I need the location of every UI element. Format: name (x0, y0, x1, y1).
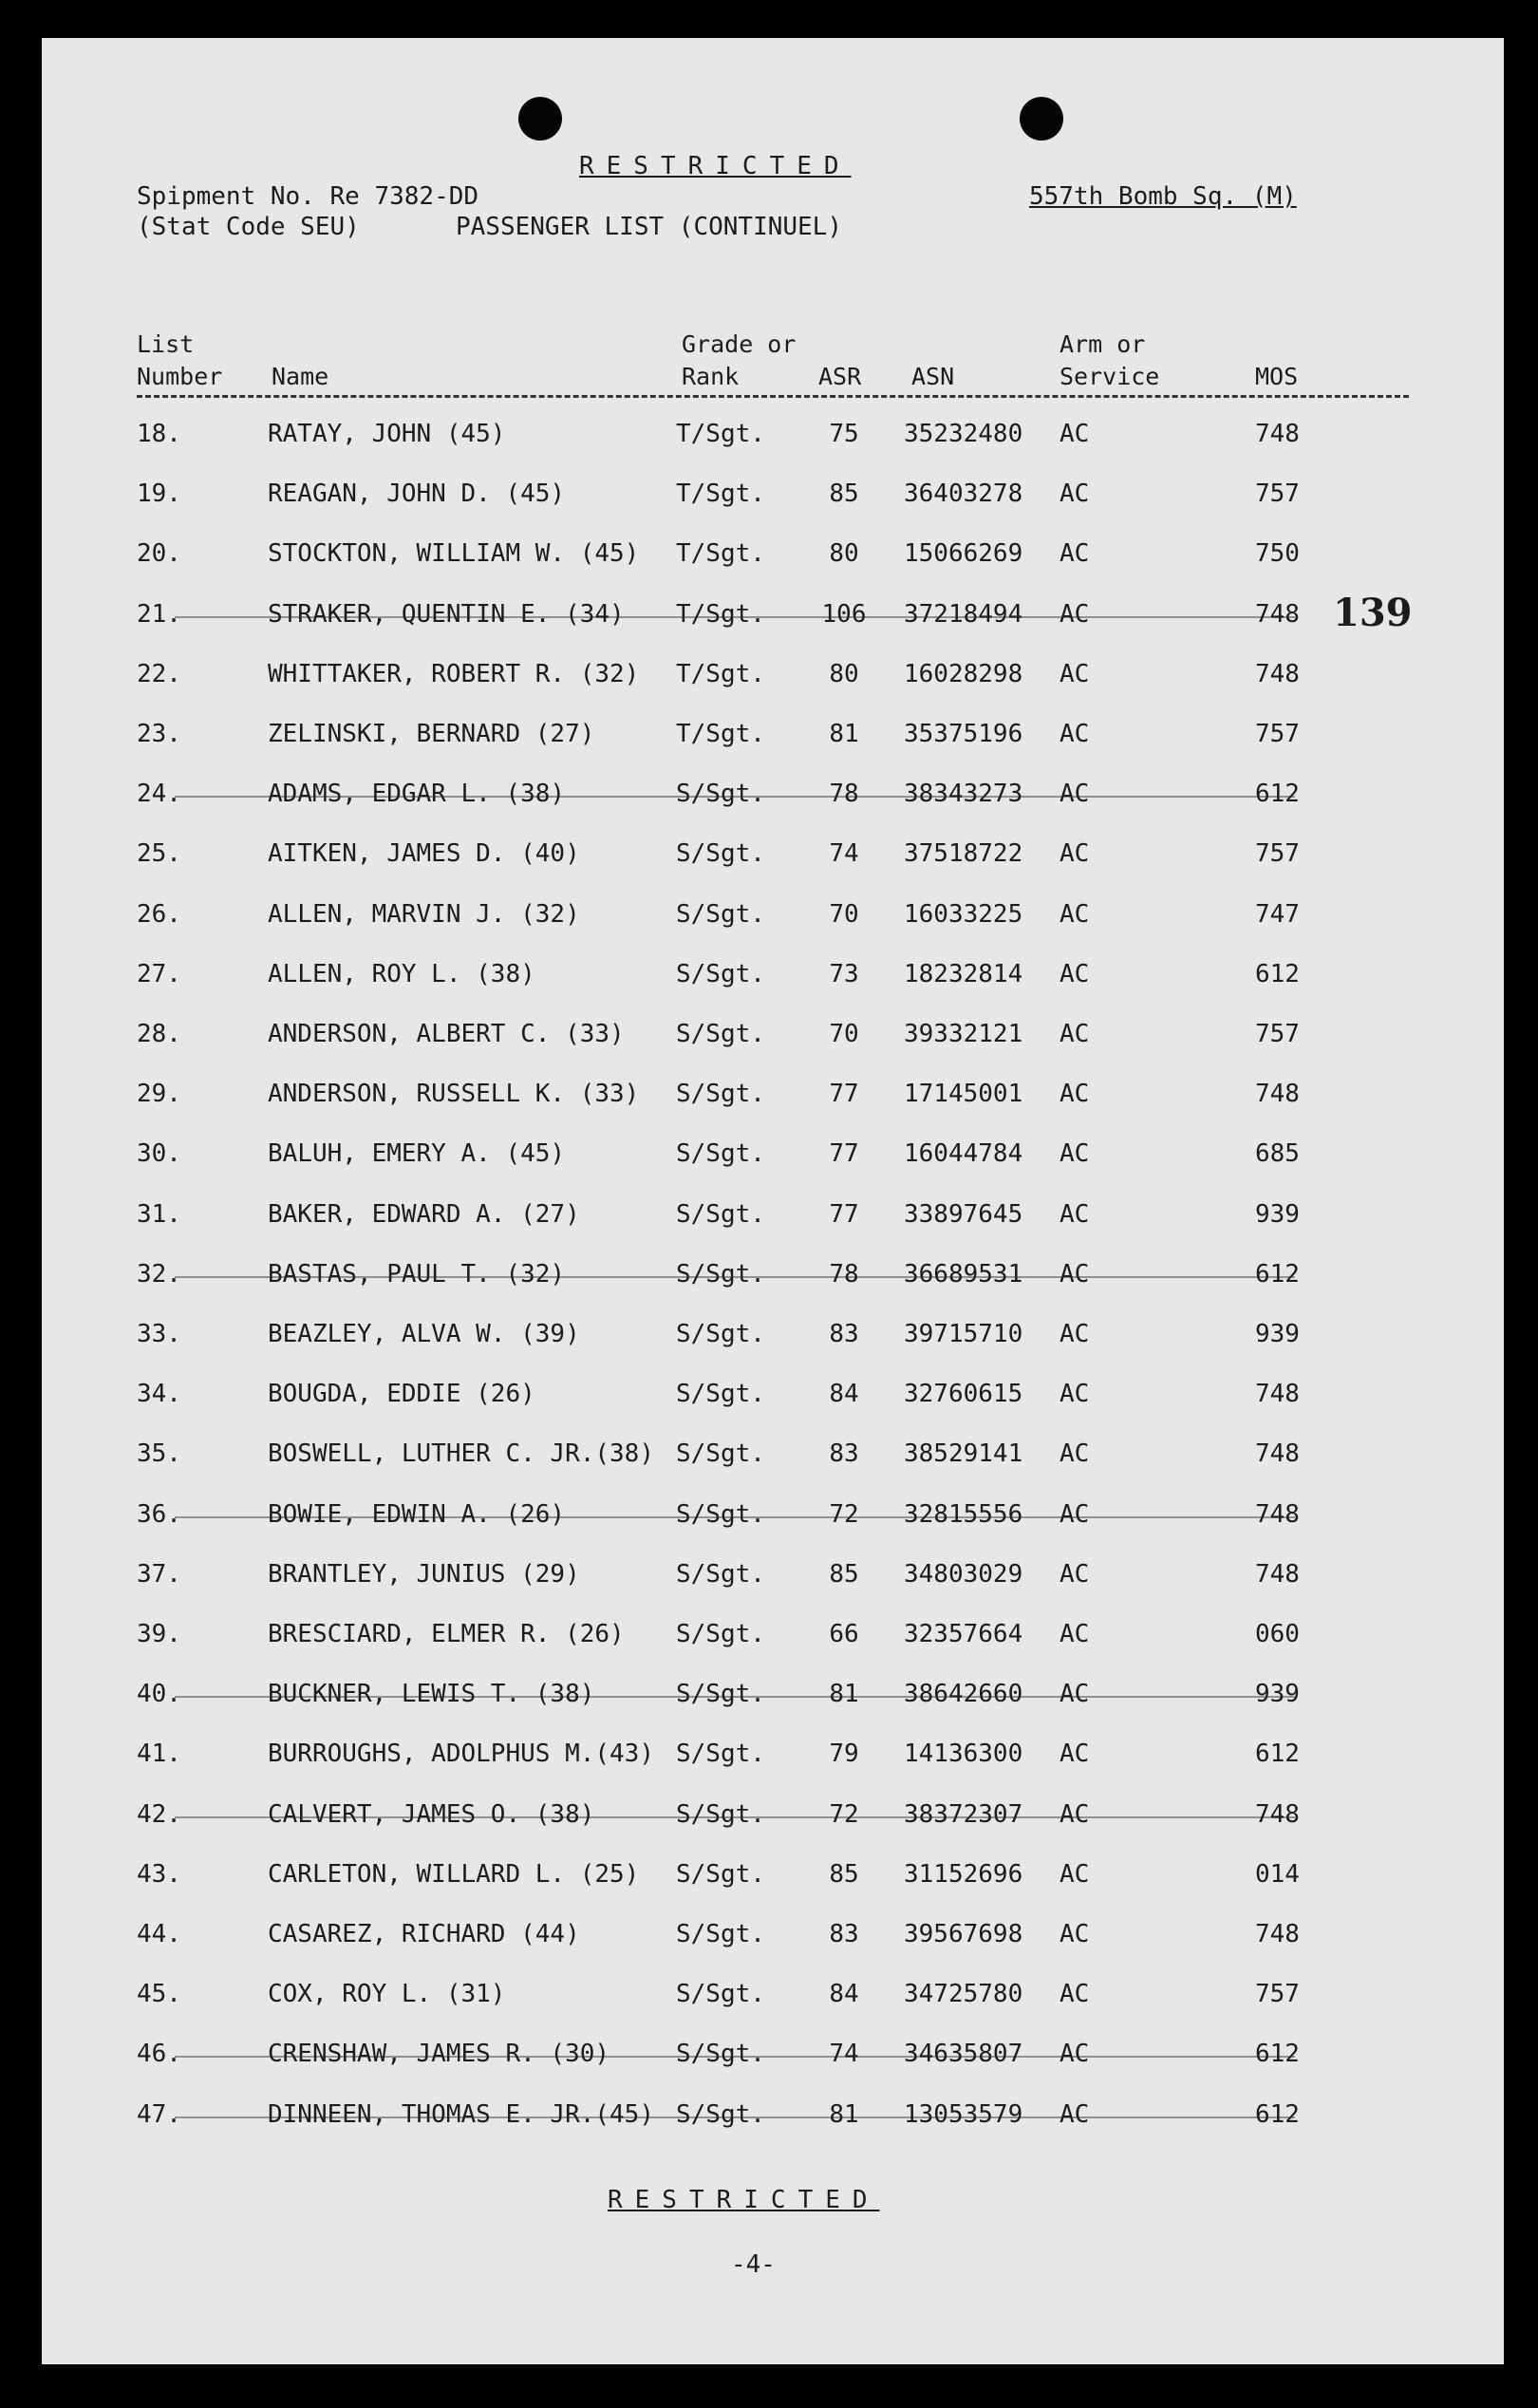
list-number: 23. (137, 720, 181, 748)
table-row (42, 1139, 1504, 1177)
asn: 33897645 (904, 1200, 1023, 1229)
table-row (42, 839, 1504, 877)
asr: 78 (829, 780, 859, 808)
grade: T/Sgt. (676, 600, 765, 629)
col-name: Name (272, 363, 329, 390)
asr: 84 (829, 1380, 859, 1408)
mos: 748 (1255, 1080, 1300, 1108)
asr: 72 (829, 1500, 859, 1529)
arm-service: AC (1060, 1680, 1090, 1708)
table-row (42, 1200, 1504, 1238)
table-row (42, 1320, 1504, 1358)
table-row (42, 1860, 1504, 1898)
list-number: 31. (137, 1200, 181, 1229)
passenger-name: BURROUGHS, ADOLPHUS M.(43) (268, 1740, 654, 1768)
arm-service: AC (1060, 720, 1090, 748)
asn: 37218494 (904, 600, 1023, 629)
list-number: 39. (137, 1620, 181, 1648)
passenger-name: BOWIE, EDWIN A. (26) (268, 1500, 566, 1529)
arm-service: AC (1060, 539, 1090, 568)
list-number: 27. (137, 960, 181, 988)
mos: 750 (1255, 539, 1300, 568)
arm-service: AC (1060, 1980, 1090, 2008)
restricted-header: RESTRICTED (579, 152, 852, 180)
punch-hole-right (1020, 97, 1063, 141)
table-row (42, 1560, 1504, 1598)
list-number: 47. (137, 2100, 181, 2129)
list-number: 30. (137, 1139, 181, 1168)
asn: 17145001 (904, 1080, 1023, 1108)
pencil-strike-line (175, 2056, 1295, 2058)
table-row (42, 1260, 1504, 1298)
table-row (42, 1800, 1504, 1838)
asr: 75 (829, 420, 859, 448)
list-number: 45. (137, 1980, 181, 2008)
list-number: 20. (137, 539, 181, 568)
document-page (42, 38, 1504, 2364)
pencil-strike-line (175, 616, 1295, 618)
table-row (42, 539, 1504, 577)
passenger-name: WHITTAKER, ROBERT R. (32) (268, 660, 640, 688)
mos: 939 (1255, 1200, 1300, 1229)
asn: 13053579 (904, 2100, 1023, 2129)
passenger-name: BEAZLEY, ALVA W. (39) (268, 1320, 580, 1348)
asn: 37518722 (904, 839, 1023, 868)
asr: 83 (829, 1320, 859, 1348)
passenger-name: BUCKNER, LEWIS T. (38) (268, 1680, 595, 1708)
col-asr: ASR (818, 363, 862, 390)
asn: 38529141 (904, 1439, 1023, 1468)
grade: S/Sgt. (676, 1139, 765, 1168)
list-number: 36. (137, 1500, 181, 1529)
asn: 34725780 (904, 1980, 1023, 2008)
table-row (42, 420, 1504, 458)
arm-service: AC (1060, 1080, 1090, 1108)
mos: 748 (1255, 1920, 1300, 1948)
restricted-footer: RESTRICTED (608, 2186, 880, 2214)
list-number: 37. (137, 1560, 181, 1589)
asr: 83 (829, 1920, 859, 1948)
table-row (42, 1500, 1504, 1538)
grade: S/Sgt. (676, 1020, 765, 1048)
asn: 18232814 (904, 960, 1023, 988)
passenger-name: COX, ROY L. (31) (268, 1980, 506, 2008)
arm-service: AC (1060, 900, 1090, 929)
list-number: 22. (137, 660, 181, 688)
col-asn: ASN (911, 363, 955, 390)
grade: T/Sgt. (676, 720, 765, 748)
asr: 81 (829, 1680, 859, 1708)
grade: S/Sgt. (676, 2040, 765, 2068)
asn: 34803029 (904, 1560, 1023, 1589)
grade: S/Sgt. (676, 1680, 765, 1708)
mos: 748 (1255, 1380, 1300, 1408)
pencil-strike-line (175, 1696, 1295, 1698)
asn: 39332121 (904, 1020, 1023, 1048)
arm-service: AC (1060, 1380, 1090, 1408)
passenger-name: BRESCIARD, ELMER R. (26) (268, 1620, 625, 1648)
passenger-name: STOCKTON, WILLIAM W. (45) (268, 539, 640, 568)
mos: 939 (1255, 1320, 1300, 1348)
table-row (42, 1620, 1504, 1658)
asr: 81 (829, 2100, 859, 2129)
mos: 747 (1255, 900, 1300, 929)
passenger-name: BRANTLEY, JUNIUS (29) (268, 1560, 580, 1589)
pencil-strike-line (175, 1816, 1295, 1818)
list-number: 21. (137, 600, 181, 629)
asr: 72 (829, 1800, 859, 1829)
asn: 39567698 (904, 1920, 1023, 1948)
grade: S/Sgt. (676, 1200, 765, 1229)
mos: 757 (1255, 1980, 1300, 2008)
asn: 32760615 (904, 1380, 1023, 1408)
asn: 14136300 (904, 1740, 1023, 1768)
arm-service: AC (1060, 1800, 1090, 1829)
list-number: 40. (137, 1680, 181, 1708)
list-number: 33. (137, 1320, 181, 1348)
list-number: 34. (137, 1380, 181, 1408)
table-row (42, 780, 1504, 818)
arm-service: AC (1060, 1920, 1090, 1948)
list-number: 18. (137, 420, 181, 448)
mos: 748 (1255, 1500, 1300, 1529)
arm-service: AC (1060, 480, 1090, 508)
pencil-strike-line (175, 1516, 1295, 1518)
mos: 757 (1255, 720, 1300, 748)
grade: S/Sgt. (676, 1560, 765, 1589)
mos: 612 (1255, 2040, 1300, 2068)
arm-service: AC (1060, 1260, 1090, 1289)
asr: 66 (829, 1620, 859, 1648)
mos: 612 (1255, 960, 1300, 988)
grade: S/Sgt. (676, 1439, 765, 1468)
grade: S/Sgt. (676, 1800, 765, 1829)
asr: 77 (829, 1139, 859, 1168)
arm-service: AC (1060, 1740, 1090, 1768)
passenger-name: BAKER, EDWARD A. (27) (268, 1200, 580, 1229)
table-row (42, 1740, 1504, 1778)
asn: 38372307 (904, 1800, 1023, 1829)
table-row (42, 720, 1504, 758)
grade: S/Sgt. (676, 1380, 765, 1408)
grade: S/Sgt. (676, 1620, 765, 1648)
mos: 612 (1255, 2100, 1300, 2129)
list-number: 44. (137, 1920, 181, 1948)
asn: 32815556 (904, 1500, 1023, 1529)
mos: 748 (1255, 1800, 1300, 1829)
pencil-strike-line (175, 1276, 1295, 1278)
table-row (42, 1680, 1504, 1718)
passenger-name: BOSWELL, LUTHER C. JR.(38) (268, 1439, 654, 1468)
asr: 85 (829, 1560, 859, 1589)
asn: 16033225 (904, 900, 1023, 929)
asn: 34635807 (904, 2040, 1023, 2068)
asr: 106 (821, 600, 867, 629)
col-mos: MOS (1255, 363, 1299, 390)
asr: 70 (829, 1020, 859, 1048)
arm-service: AC (1060, 1500, 1090, 1529)
asn: 16028298 (904, 660, 1023, 688)
asr: 74 (829, 839, 859, 868)
asr: 77 (829, 1080, 859, 1108)
asr: 85 (829, 1860, 859, 1889)
grade: T/Sgt. (676, 539, 765, 568)
passenger-name: ALLEN, ROY L. (38) (268, 960, 535, 988)
list-number: 28. (137, 1020, 181, 1048)
grade: S/Sgt. (676, 2100, 765, 2129)
passenger-name: ALLEN, MARVIN J. (32) (268, 900, 580, 929)
passenger-name: REAGAN, JOHN D. (45) (268, 480, 566, 508)
mos: 748 (1255, 600, 1300, 629)
grade: S/Sgt. (676, 839, 765, 868)
asr: 70 (829, 900, 859, 929)
list-number: 41. (137, 1740, 181, 1768)
grade: S/Sgt. (676, 1080, 765, 1108)
table-row (42, 1020, 1504, 1058)
passenger-name: CARLETON, WILLARD L. (25) (268, 1860, 640, 1889)
asr: 73 (829, 960, 859, 988)
mos: 757 (1255, 480, 1300, 508)
table-row (42, 1920, 1504, 1958)
passenger-name: BOUGDA, EDDIE (26) (268, 1380, 535, 1408)
mos: 685 (1255, 1139, 1300, 1168)
arm-service: AC (1060, 1139, 1090, 1168)
table-row (42, 1380, 1504, 1418)
pencil-strike-line (175, 2116, 1295, 2118)
asn: 36689531 (904, 1260, 1023, 1289)
asn: 39715710 (904, 1320, 1023, 1348)
asr: 81 (829, 720, 859, 748)
asn: 15066269 (904, 539, 1023, 568)
table-row (42, 960, 1504, 998)
passenger-name: RATAY, JOHN (45) (268, 420, 506, 448)
list-number: 42. (137, 1800, 181, 1829)
page-stamp: 139 (1333, 591, 1413, 635)
list-number: 46. (137, 2040, 181, 2068)
passenger-name: CASAREZ, RICHARD (44) (268, 1920, 580, 1948)
col-arm-2: Service (1060, 363, 1160, 390)
arm-service: AC (1060, 1439, 1090, 1468)
table-row (42, 2040, 1504, 2078)
list-number: 35. (137, 1439, 181, 1468)
grade: S/Sgt. (676, 780, 765, 808)
arm-service: AC (1060, 420, 1090, 448)
list-number: 19. (137, 480, 181, 508)
grade: S/Sgt. (676, 1320, 765, 1348)
mos: 748 (1255, 1560, 1300, 1589)
asr: 78 (829, 1260, 859, 1289)
arm-service: AC (1060, 1860, 1090, 1889)
arm-service: AC (1060, 660, 1090, 688)
arm-service: AC (1060, 1020, 1090, 1048)
header-rule (137, 395, 1409, 398)
col-list-number-1: List (137, 330, 195, 358)
mos: 612 (1255, 1740, 1300, 1768)
table-row (42, 1439, 1504, 1477)
col-arm-1: Arm or (1060, 330, 1146, 358)
grade: S/Sgt. (676, 960, 765, 988)
mos: 748 (1255, 660, 1300, 688)
passenger-name: STRAKER, QUENTIN E. (34) (268, 600, 625, 629)
list-number: 24. (137, 780, 181, 808)
passenger-name: DINNEEN, THOMAS E. JR.(45) (268, 2100, 654, 2129)
mos: 612 (1255, 1260, 1300, 1289)
asr: 83 (829, 1439, 859, 1468)
pencil-strike-line (175, 796, 1295, 798)
asr: 85 (829, 480, 859, 508)
shipment-number: Spipment No. Re 7382-DD (137, 182, 479, 211)
list-number: 29. (137, 1080, 181, 1108)
list-number: 43. (137, 1860, 181, 1889)
asr: 80 (829, 539, 859, 568)
grade: T/Sgt. (676, 480, 765, 508)
asr: 77 (829, 1200, 859, 1229)
table-row (42, 1080, 1504, 1118)
grade: S/Sgt. (676, 1500, 765, 1529)
arm-service: AC (1060, 1320, 1090, 1348)
col-grade-2: Rank (682, 363, 740, 390)
grade: S/Sgt. (676, 1260, 765, 1289)
grade: S/Sgt. (676, 1920, 765, 1948)
table-row (42, 600, 1504, 638)
mos: 612 (1255, 780, 1300, 808)
mos: 060 (1255, 1620, 1300, 1648)
asr: 74 (829, 2040, 859, 2068)
table-row (42, 900, 1504, 938)
list-number: 26. (137, 900, 181, 929)
passenger-name: ANDERSON, ALBERT C. (33) (268, 1020, 625, 1048)
arm-service: AC (1060, 1200, 1090, 1229)
arm-service: AC (1060, 780, 1090, 808)
arm-service: AC (1060, 839, 1090, 868)
grade: S/Sgt. (676, 900, 765, 929)
grade: S/Sgt. (676, 1860, 765, 1889)
table-row (42, 480, 1504, 517)
punch-hole-left (518, 97, 562, 141)
unit-designation: 557th Bomb Sq. (M) (1029, 182, 1297, 211)
asr: 80 (829, 660, 859, 688)
page-number: -4- (731, 2250, 776, 2279)
asn: 35375196 (904, 720, 1023, 748)
arm-service: AC (1060, 1620, 1090, 1648)
mos: 757 (1255, 1020, 1300, 1048)
passenger-name: ZELINSKI, BERNARD (27) (268, 720, 595, 748)
col-list-number-2: Number (137, 363, 223, 390)
grade: T/Sgt. (676, 660, 765, 688)
mos: 748 (1255, 420, 1300, 448)
arm-service: AC (1060, 600, 1090, 629)
arm-service: AC (1060, 2100, 1090, 2129)
passenger-name: CALVERT, JAMES O. (38) (268, 1800, 595, 1829)
mos: 939 (1255, 1680, 1300, 1708)
table-row (42, 1980, 1504, 2018)
col-grade-1: Grade or (682, 330, 797, 358)
asn: 31152696 (904, 1860, 1023, 1889)
passenger-name: AITKEN, JAMES D. (40) (268, 839, 580, 868)
table-row (42, 2100, 1504, 2138)
passenger-name: CRENSHAW, JAMES R. (30) (268, 2040, 610, 2068)
grade: S/Sgt. (676, 1740, 765, 1768)
list-title: PASSENGER LIST (CONTINUEL) (456, 213, 842, 241)
arm-service: AC (1060, 1560, 1090, 1589)
passenger-name: ANDERSON, RUSSELL K. (33) (268, 1080, 640, 1108)
passenger-name: ADAMS, EDGAR L. (38) (268, 780, 566, 808)
passenger-name: BALUH, EMERY A. (45) (268, 1139, 566, 1168)
asn: 36403278 (904, 480, 1023, 508)
asr: 84 (829, 1980, 859, 2008)
stat-code: (Stat Code SEU) (137, 213, 360, 241)
arm-service: AC (1060, 2040, 1090, 2068)
asn: 16044784 (904, 1139, 1023, 1168)
asn: 32357664 (904, 1620, 1023, 1648)
mos: 757 (1255, 839, 1300, 868)
mos: 014 (1255, 1860, 1300, 1889)
list-number: 32. (137, 1260, 181, 1289)
asr: 79 (829, 1740, 859, 1768)
list-number: 25. (137, 839, 181, 868)
asn: 38343273 (904, 780, 1023, 808)
asn: 35232480 (904, 420, 1023, 448)
asn: 38642660 (904, 1680, 1023, 1708)
arm-service: AC (1060, 960, 1090, 988)
table-row (42, 660, 1504, 698)
grade: T/Sgt. (676, 420, 765, 448)
passenger-name: BASTAS, PAUL T. (32) (268, 1260, 566, 1289)
mos: 748 (1255, 1439, 1300, 1468)
grade: S/Sgt. (676, 1980, 765, 2008)
